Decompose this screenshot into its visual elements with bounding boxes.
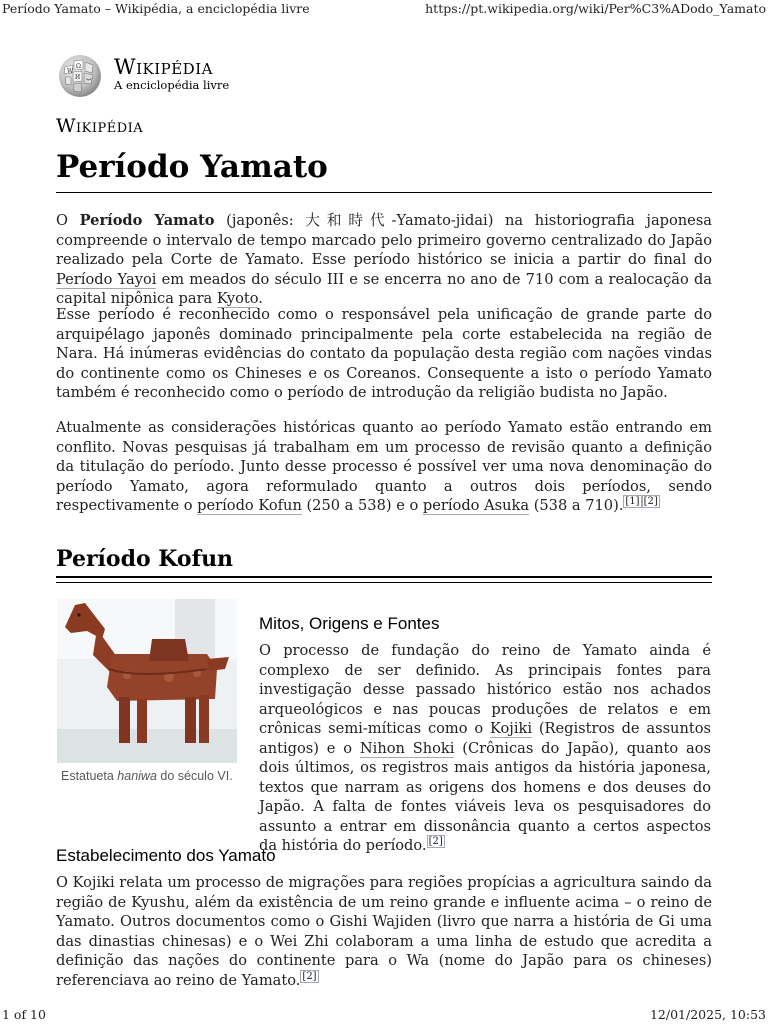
svg-text:И: И xyxy=(75,74,81,81)
wikipedia-wordmark-small: Wikipédia xyxy=(56,115,144,137)
wikipedia-globe-icon[interactable] xyxy=(55,53,105,99)
page-count: 1 of 10 xyxy=(2,1007,46,1022)
section-heading-kofun: Período Kofun xyxy=(56,546,234,572)
intro-paragraph-3: Atualmente as considerações históricas quanto ao período Yamato estão entrando em conflito. Novas pesquisas já trabalham em um processo de revisão quanto a definição da titulação do período. Junto desse processo é possível ver uma nova denominação do período Yamato, agora reformulado quanto a outros dois períodos, sendo respectivamente o período Kofun (250 a 538) e o período Asuka (538 a 710). [1] [2] xyxy=(56,419,712,514)
link-periodo-yayoi[interactable]: Período Yayoi xyxy=(56,270,157,288)
figure-caption: Estatueta haniwa do século VI. xyxy=(61,769,233,783)
print-header xyxy=(0,0,768,18)
link-nihon-shoki[interactable]: Nihon Shoki xyxy=(359,739,455,757)
subheading-estabelecimento-yamato: Estabelecimento dos Yamato xyxy=(56,846,276,865)
haniwa-horse-image[interactable] xyxy=(57,599,237,763)
reference-2[interactable]: [2] xyxy=(643,496,658,508)
print-footer xyxy=(0,1007,768,1025)
print-page-title: Período Yamato – Wikipédia, a enciclopédia livre xyxy=(2,1,310,16)
print-datetime: 12/01/2025, 10:53 xyxy=(649,1007,766,1022)
print-url: https://pt.wikipedia.org/wiki/Per%C3%ADodo_Yamato xyxy=(425,1,766,16)
section-divider-bottom xyxy=(56,582,712,583)
link-kojiki[interactable]: Kojiki xyxy=(490,720,532,737)
page-title: Período Yamato xyxy=(56,149,328,185)
reference-2-mitos[interactable]: [2] xyxy=(428,836,443,848)
svg-text:W: W xyxy=(67,68,74,75)
intro-paragraph-1: O Período Yamato (japonês: 大和時代-Yamato-jidai) na historiografia japonesa compreende o intervalo de tempo marcado pelo primeiro governo centralizado do Japão realizado pela Corte de Yamato. Esse período histórico se inicia a partir do final do Período Yayoi em meados do século III e se encerra no ano de 710 com a realocação da capital nipônica para Kyoto. xyxy=(56,212,713,307)
reference-1[interactable]: [1] xyxy=(625,496,640,508)
svg-text:Ω: Ω xyxy=(76,63,81,70)
link-periodo-asuka[interactable]: período Asuka xyxy=(422,497,530,514)
wikipedia-tagline: A enciclopédia livre xyxy=(114,78,230,92)
mitos-paragraph: O processo de fundação do reino de Yamato ainda é complexo de ser definido. As principais fontes para investigação desse passado histórico estão nos achados arqueológicos e nas poucas produções de relatos e em crônicas semi-míticas como o Kojiki (Registros de assuntos antigos) e o Nihon Shoki (Crônicas do Japão), quanto aos dois últimos, os registros mais antigos da história japonesa, textos que narram as origens dos homens e dos deuses do Japão. A falta de fontes viáveis leva os pesquisadores do assunto a entrar em dissonância quanto a certos aspectos da história do período. [2] xyxy=(259,642,711,854)
reference-2-estabelecimento[interactable]: [2] xyxy=(302,970,317,982)
estabelecimento-paragraph: O Kojiki relata um processo de migrações para regiões propícias a agricultura saindo da região de Kyushu, além da existência de um reino grande e influente acima – o reino de Yamato. Outros documentos como o Gishi Wajiden (livro que narra a história de Gi uma das dinastias chinesas) e o Wei Zhi colaboram a uma linha de estudo que acredita a definição das nações do continente para o Wa (nome do Japão para os chineses) referenciava ao reino de Yamato. [2] xyxy=(56,874,712,989)
subheading-mitos-origens-fontes: Mitos, Origens e Fontes xyxy=(259,614,440,633)
section-divider-top xyxy=(56,576,712,578)
link-kyoto[interactable]: Kyoto xyxy=(216,290,259,307)
bold-term: Período Yamato xyxy=(79,212,215,229)
intro-paragraph-2: Esse período é reconhecido como o responsável pela unificação de grande parte do arquipélago japonês dominado principalmente pela corte estabelecida na região de Nara. Há inúmeras evidências do contato da população desta região com nações vindas do continente como os Chineses e os Coreanos. Consequente a isto o período Yamato também é reconhecido como o período de introdução da religião budista no Japão. xyxy=(56,306,712,401)
title-divider xyxy=(56,192,712,193)
wikipedia-wordmark[interactable]: Wikipédia xyxy=(114,55,213,79)
svg-text:ب: ب xyxy=(86,75,92,82)
link-periodo-kofun[interactable]: período Kofun xyxy=(197,497,302,514)
